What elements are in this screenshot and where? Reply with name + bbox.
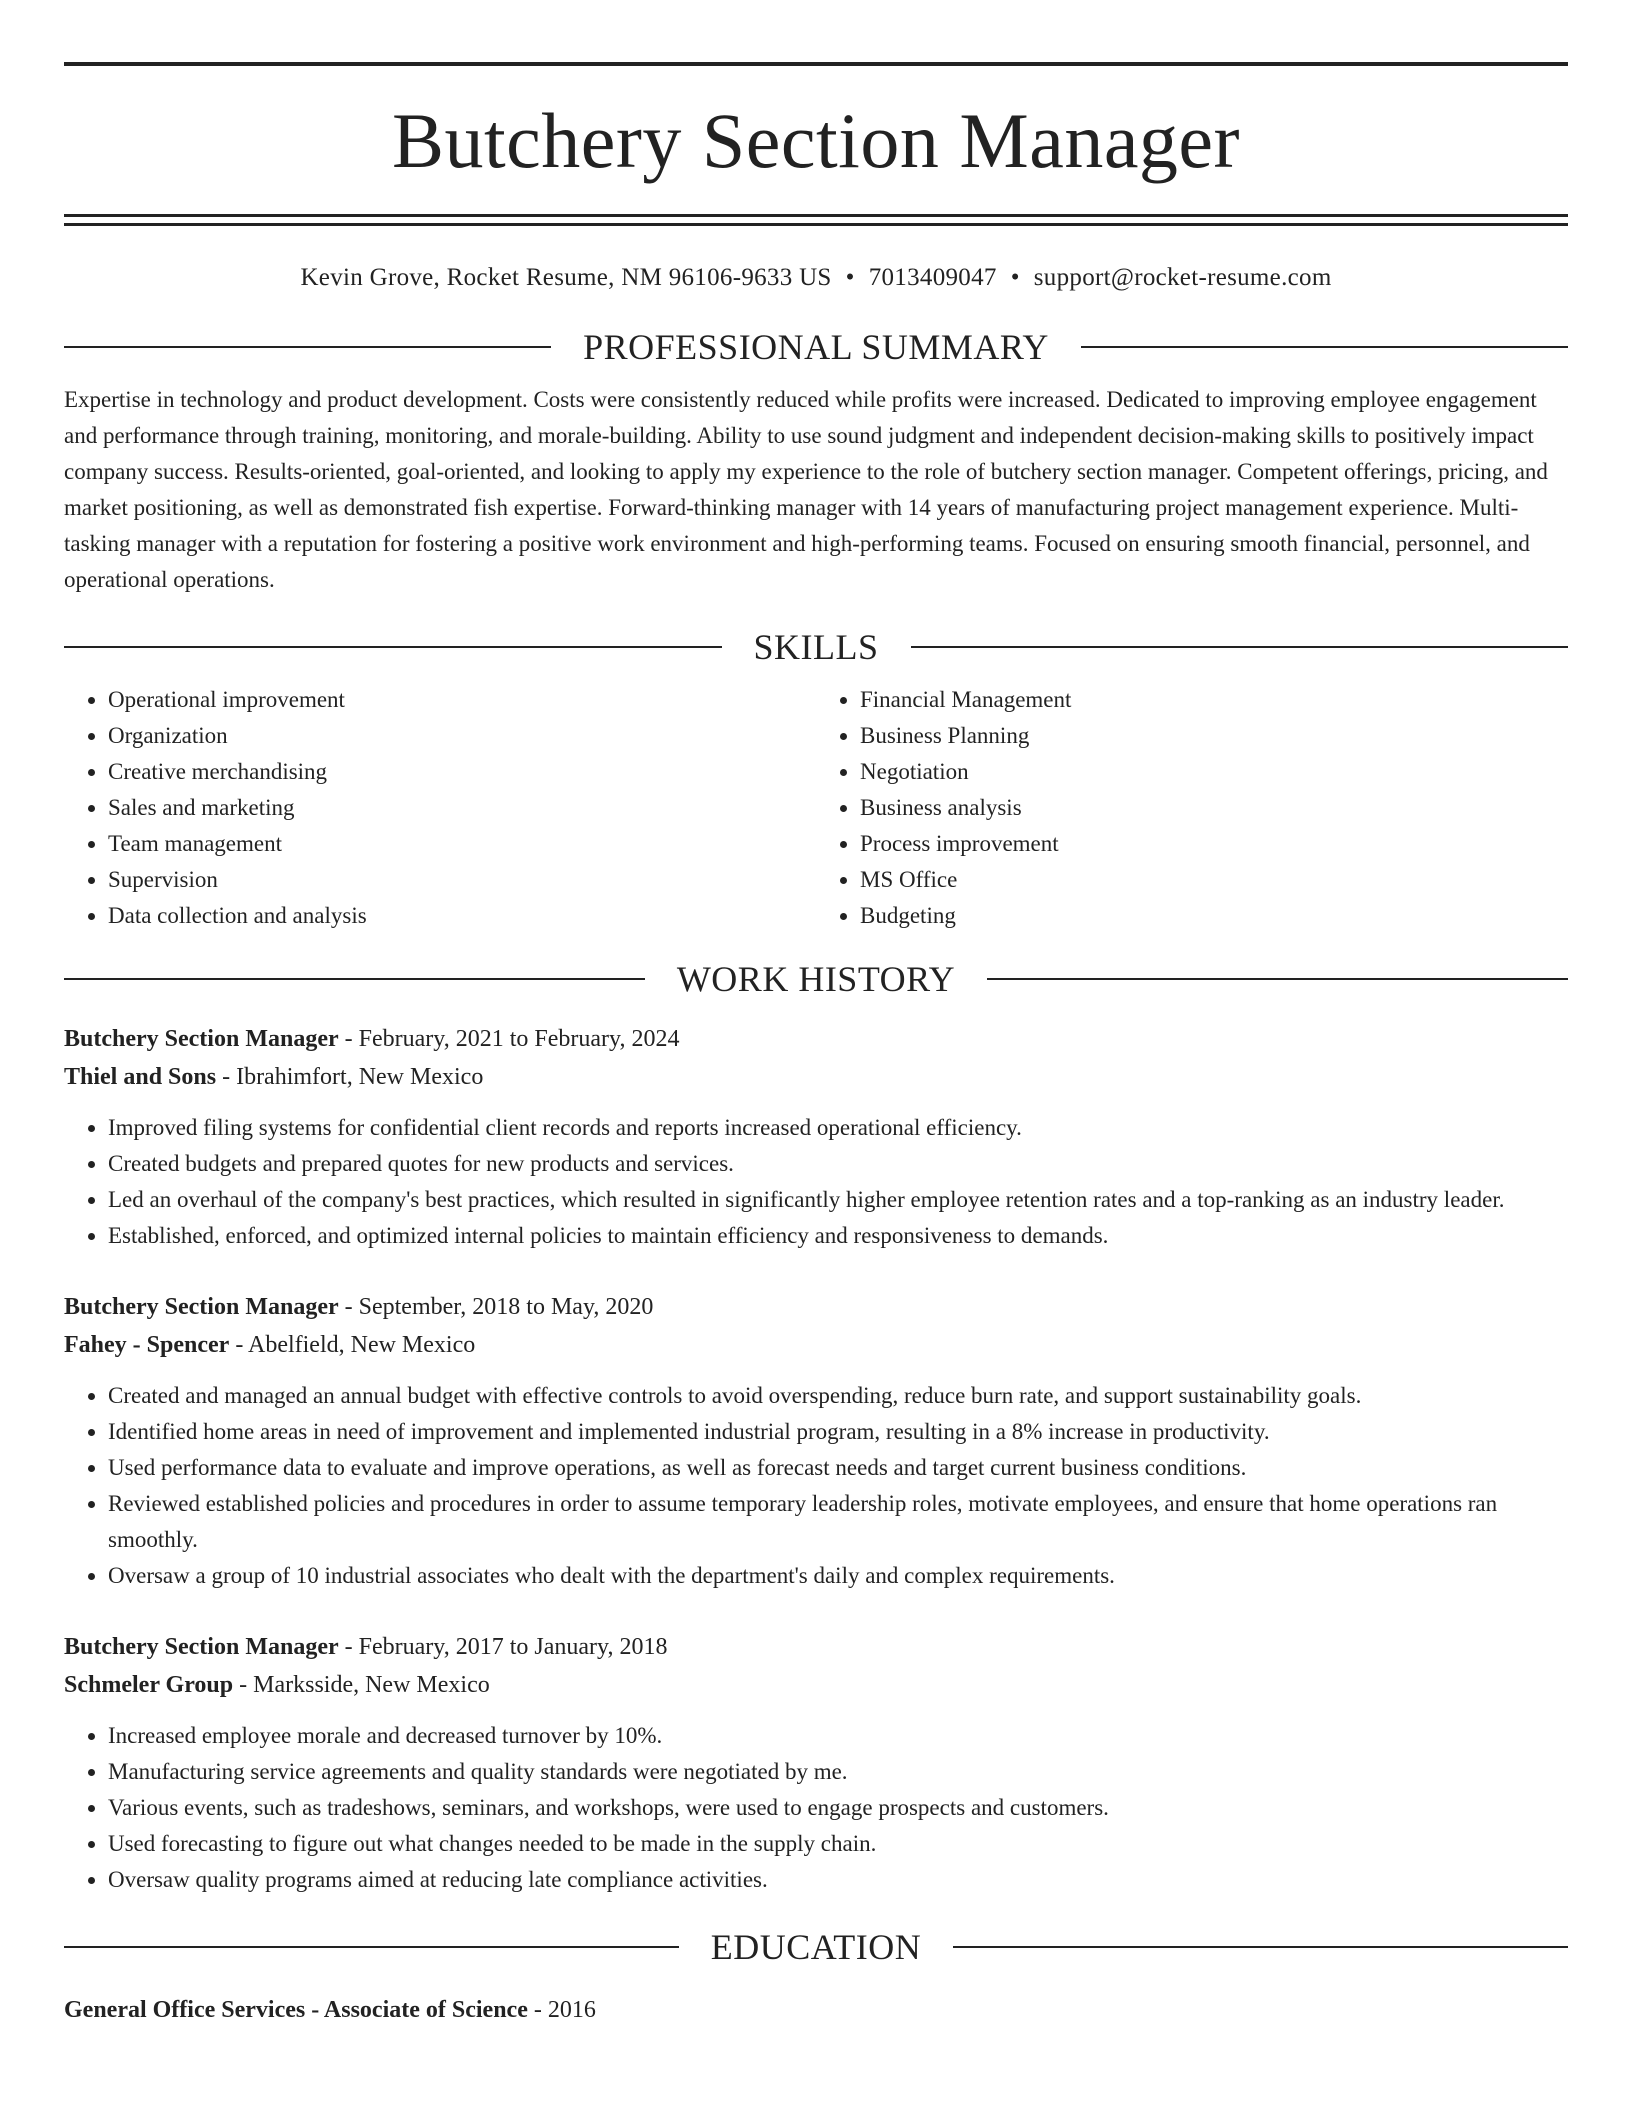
- contact-email: support@rocket-resume.com: [1033, 264, 1332, 291]
- job-bullet: • Created budgets and prepared quotes for new products and services.: [108, 1146, 1568, 1182]
- education-section-heading: [64, 1926, 1568, 1968]
- skill-item: • Supervision: [108, 862, 816, 898]
- heading-rule: [987, 978, 1568, 980]
- skill-item: • Budgeting: [860, 898, 1568, 934]
- job-bullets: [64, 1110, 1568, 1254]
- skill-item: • Business Planning: [860, 718, 1568, 754]
- skills-right-list: [816, 682, 1568, 934]
- job-location: - Marksside, New Mexico: [233, 1672, 490, 1698]
- education-entry: [64, 1992, 1568, 2028]
- job-bullet: • Identified home areas in need of improvement and implemented industrial program, resulting in a 8% increase in productivity.: [108, 1414, 1568, 1450]
- summary-section-heading: [64, 326, 1568, 368]
- skills-left-list: [64, 682, 816, 934]
- job-location: - Ibrahimfort, New Mexico: [216, 1064, 484, 1090]
- contact-address: Kevin Grove, Rocket Resume, NM 96106-9633 US: [300, 264, 832, 291]
- summary-text: Expertise in technology and product development. Costs were consistently reduced while profits were increased. Dedicated to improving employee engagement and performance through training, monitoring, and morale-building. Ability to use sound judgment and independent decision-making skills to positively impact company success. Results-oriented, goal-oriented, and looking to apply my experience to the role of butchery section manager. Competent offerings, pricing, and market positioning, as well as demonstrated fish expertise. Forward-thinking manager with 14 years of manufacturing project management experience. Multi-tasking manager with a reputation for fostering a positive work environment and high-performing teams. Focused on ensuring smooth financial, personnel, and operational operations.: [64, 387, 1548, 592]
- resume-title: Butchery Section Manager: [391, 97, 1241, 184]
- job-entry: [64, 1288, 1568, 1594]
- job-location: - Abelfield, New Mexico: [229, 1332, 476, 1358]
- heading-rule: [64, 978, 645, 980]
- job-title: Butchery Section Manager: [64, 1294, 339, 1320]
- heading-rule: [64, 1946, 679, 1948]
- skills-section-heading: [64, 626, 1568, 668]
- job-company: Schmeler Group: [64, 1672, 234, 1698]
- skill-item: • Creative merchandising: [108, 754, 816, 790]
- job-bullets: [64, 1718, 1568, 1898]
- job-bullet: • Established, enforced, and optimized internal policies to maintain efficiency and responsiveness to demands.: [108, 1218, 1568, 1254]
- skill-item: • Business analysis: [860, 790, 1568, 826]
- contact-separator: •: [845, 264, 855, 291]
- job-title-line: [64, 1020, 1568, 1058]
- skill-item: • Organization: [108, 718, 816, 754]
- contact-separator: •: [1010, 264, 1020, 291]
- job-bullet: • Increased employee morale and decreased turnover by 10%.: [108, 1718, 1568, 1754]
- job-company-line: [64, 1058, 1568, 1096]
- job-title: Butchery Section Manager: [64, 1634, 339, 1660]
- job-company-line: [64, 1326, 1568, 1364]
- job-company: Fahey - Spencer: [64, 1332, 230, 1358]
- work-section-heading: [64, 958, 1568, 1000]
- job-dates: - September, 2018 to May, 2020: [338, 1294, 654, 1320]
- job-bullet: • Led an overhaul of the company's best practices, which resulted in significantly higher employee retention rates and a top-ranking as an industry leader.: [108, 1182, 1568, 1218]
- job-bullet: • Created and managed an annual budget with effective controls to avoid overspending, reduce burn rate, and support sustainability goals.: [108, 1378, 1568, 1414]
- skill-item: • Negotiation: [860, 754, 1568, 790]
- title-double-rule: [64, 214, 1568, 226]
- job-title-line: [64, 1628, 1568, 1666]
- job-dates: - February, 2021 to February, 2024: [338, 1026, 680, 1052]
- skill-item: • Financial Management: [860, 682, 1568, 718]
- skill-item: • Process improvement: [860, 826, 1568, 862]
- job-dates: - February, 2017 to January, 2018: [338, 1634, 668, 1660]
- heading-rule: [64, 646, 722, 648]
- contact-line: [64, 264, 1568, 292]
- heading-rule: [953, 1946, 1568, 1948]
- skills-heading: SKILLS: [753, 627, 879, 667]
- job-company: Thiel and Sons: [64, 1064, 217, 1090]
- top-rule: [64, 62, 1568, 66]
- job-bullet: • Used performance data to evaluate and improve operations, as well as forecast needs and target current business conditions.: [108, 1450, 1568, 1486]
- skill-item: • Operational improvement: [108, 682, 816, 718]
- skill-item: • MS Office: [860, 862, 1568, 898]
- contact-phone: 7013409047: [868, 264, 997, 291]
- education-degree: General Office Services - Associate of Science: [64, 1997, 528, 2023]
- summary-heading: PROFESSIONAL SUMMARY: [583, 327, 1049, 367]
- job-entry: [64, 1628, 1568, 1898]
- skills-columns: [64, 682, 1568, 934]
- education-heading: EDUCATION: [710, 1927, 922, 1967]
- job-bullet: • Oversaw a group of 10 industrial associates who dealt with the department's daily and complex requirements.: [108, 1558, 1568, 1594]
- heading-rule: [1081, 346, 1568, 348]
- education-year: - 2016: [527, 1997, 596, 2023]
- job-bullet: • Improved filing systems for confidential client records and reports increased operational efficiency.: [108, 1110, 1568, 1146]
- job-bullet: • Oversaw quality programs aimed at reducing late compliance activities.: [108, 1862, 1568, 1898]
- job-bullet: • Various events, such as tradeshows, seminars, and workshops, were used to engage prospects and customers.: [108, 1790, 1568, 1826]
- job-bullet: • Used forecasting to figure out what changes needed to be made in the supply chain.: [108, 1826, 1568, 1862]
- job-title-line: [64, 1288, 1568, 1326]
- heading-rule: [911, 646, 1569, 648]
- job-title: Butchery Section Manager: [64, 1026, 339, 1052]
- job-entry: [64, 1020, 1568, 1254]
- job-bullet: • Manufacturing service agreements and quality standards were negotiated by me.: [108, 1754, 1568, 1790]
- job-bullets: [64, 1378, 1568, 1594]
- skill-item: • Data collection and analysis: [108, 898, 816, 934]
- skill-item: • Team management: [108, 826, 816, 862]
- job-company-line: [64, 1666, 1568, 1704]
- work-heading: WORK HISTORY: [676, 959, 956, 999]
- heading-rule: [64, 346, 551, 348]
- skill-item: • Sales and marketing: [108, 790, 816, 826]
- job-bullet: • Reviewed established policies and procedures in order to assume temporary leadership roles, motivate employees, and ensure that home operations ran smoothly.: [108, 1486, 1568, 1558]
